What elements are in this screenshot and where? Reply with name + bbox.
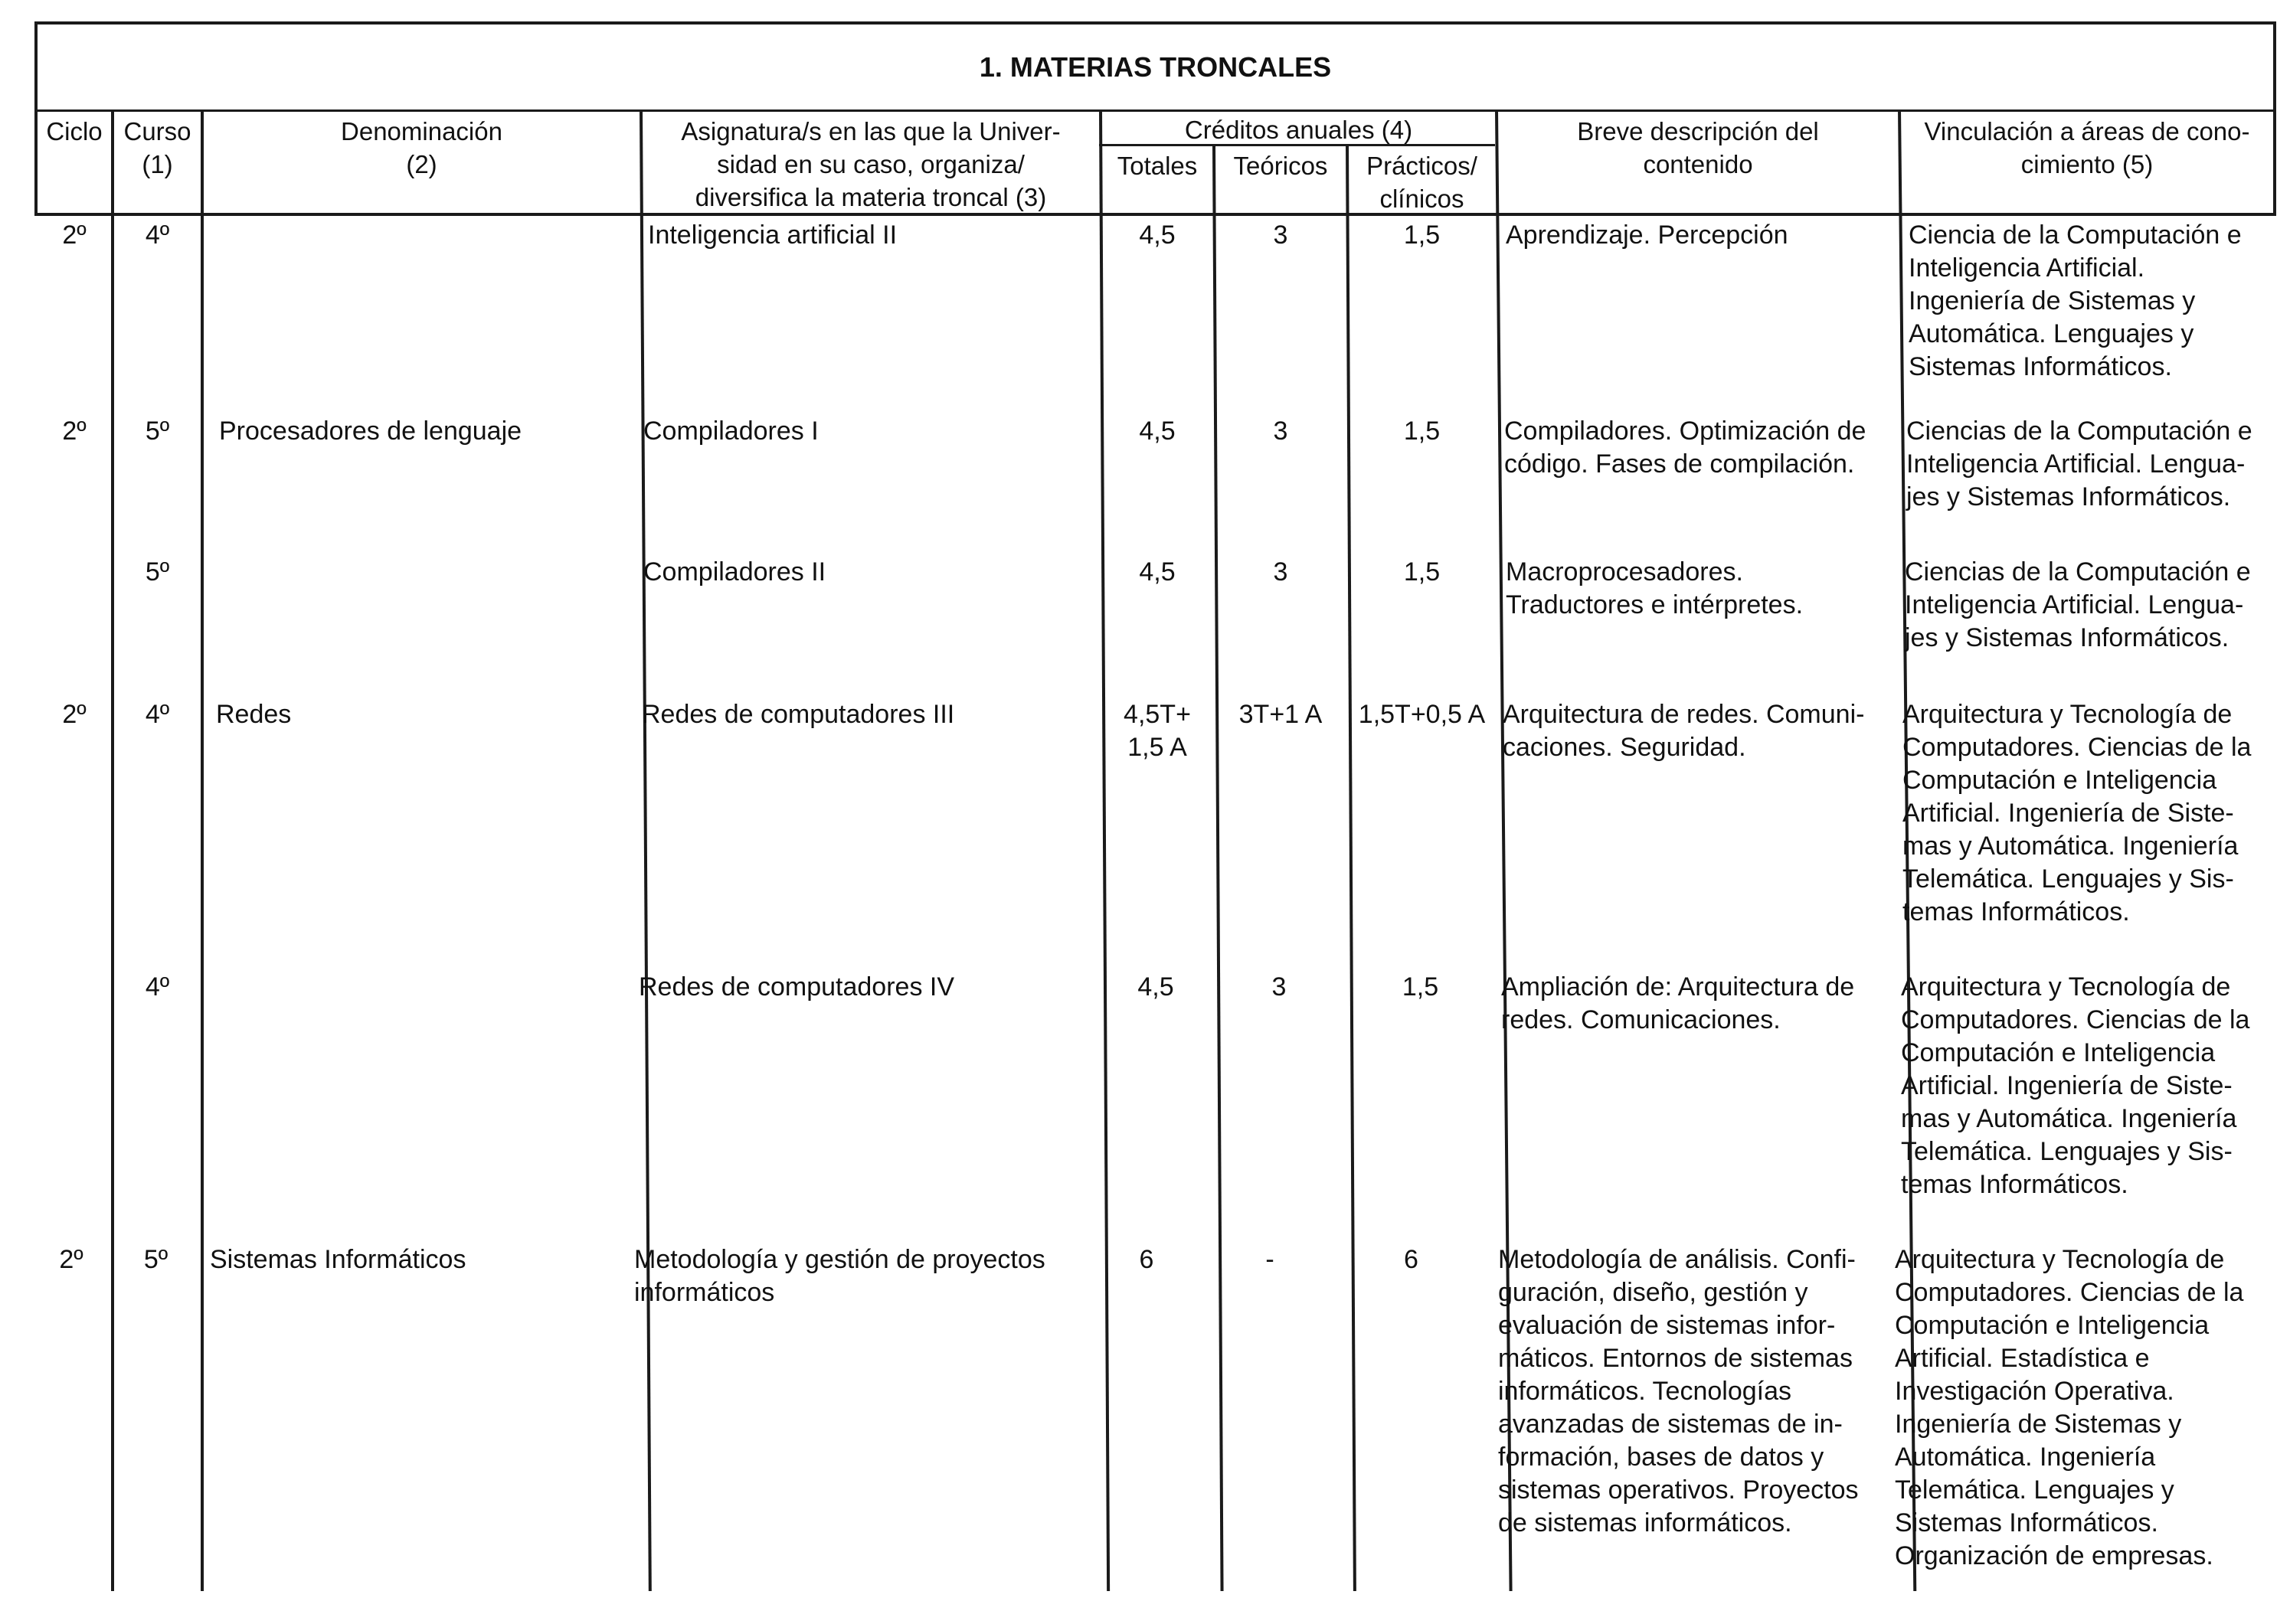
- cell-ciclo: 2º: [62, 700, 87, 729]
- table-title: 1. MATERIAS TRONCALES: [979, 51, 1332, 83]
- cell-curso: 4º: [145, 972, 170, 1002]
- title-separator: [34, 109, 2276, 112]
- header-vinculacion: Vinculación a áreas de cono- cimiento (5): [1924, 117, 2250, 178]
- cell-teoricos: -: [1265, 1245, 1274, 1274]
- cell-descripcion: Arquitectura de redes. Comuni- caciones. Seguridad.: [1503, 700, 1865, 762]
- cell-asignatura: Redes de computadores III: [642, 700, 955, 729]
- cell-denominacion: Redes: [216, 700, 292, 729]
- column-line: [1212, 144, 1224, 1591]
- cell-totales: 4,5T+ 1,5 A: [1124, 700, 1191, 762]
- column-line: [1099, 109, 1110, 1591]
- cell-descripcion: Aprendizaje. Percepción: [1506, 221, 1788, 250]
- cell-vinculacion: Ciencias de la Computación e Inteligencia Artificial. Lengua- jes y Sistemas Informáticos.: [1906, 417, 2252, 511]
- cell-totales: 4,5: [1139, 417, 1176, 446]
- cell-totales: 4,5: [1139, 221, 1176, 250]
- cell-descripcion: Ampliación de: Arquitectura de redes. Comunicaciones.: [1501, 972, 1855, 1034]
- cell-totales: 4,5: [1137, 972, 1174, 1002]
- cell-asignatura: Metodología y gestión de proyectos informáticos: [634, 1245, 1045, 1307]
- cell-vinculacion: Arquitectura y Tecnología de Computadores. Ciencias de la Computación e Inteligencia Artificial. Ingeniería de Siste- mas y Automática. Ingeniería Telemática. Lenguajes y Sis- temas Informáticos.: [1901, 972, 2250, 1199]
- header-denominacion: Denominación (2): [341, 117, 502, 178]
- cell-practicos: 1,5: [1403, 557, 1441, 587]
- cell-teoricos: 3: [1271, 972, 1287, 1002]
- cell-totales: 6: [1139, 1245, 1154, 1274]
- cell-practicos: 6: [1404, 1245, 1418, 1274]
- cell-asignatura: Compiladores I: [643, 417, 819, 446]
- header-creditos: Créditos anuales (4): [1184, 116, 1413, 144]
- cell-teoricos: 3: [1273, 557, 1288, 587]
- cell-teoricos: 3: [1273, 221, 1288, 250]
- cell-asignatura: Redes de computadores IV: [639, 972, 955, 1002]
- frame-top: [34, 21, 2276, 25]
- frame-right: [2273, 21, 2276, 214]
- cell-descripcion: Metodología de análisis. Confi- guración, diseño, gestión y evaluación de sistemas infor- máticos. Entornos de sistemas informáticos. Tecnologías avanzadas de sistemas de in- formación, bases de datos y sistemas operativos. Proyectos de sistemas informáticos.: [1498, 1245, 1859, 1537]
- cell-curso: 4º: [145, 700, 170, 729]
- cell-descripcion: Macroprocesadores. Traductores e intérpretes.: [1506, 557, 1804, 619]
- cell-asignatura: Inteligencia artificial II: [648, 221, 898, 250]
- column-line: [111, 109, 114, 1591]
- cell-curso: 5º: [145, 557, 170, 587]
- cell-practicos: 1,5: [1403, 417, 1441, 446]
- column-line: [640, 109, 652, 1591]
- column-line: [1346, 144, 1356, 1591]
- cell-vinculacion: Arquitectura y Tecnología de Computadores. Ciencias de la Computación e Inteligencia Artificial. Ingeniería de Siste- mas y Automática. Ingeniería Telemática. Lenguajes y Sis- temas Informáticos.: [1902, 700, 2252, 926]
- cell-descripcion: Compiladores. Optimización de código. Fases de compilación.: [1504, 417, 1866, 479]
- cell-curso: 5º: [143, 1245, 168, 1274]
- cell-curso: 4º: [145, 221, 170, 250]
- cell-ciclo: 2º: [59, 1245, 83, 1274]
- header-bottom: [34, 213, 2276, 216]
- cell-practicos: 1,5: [1402, 972, 1439, 1002]
- column-line: [201, 109, 204, 1591]
- header-asignatura: Asignatura/s en las que la Univer- sidad en su caso, organiza/ diversifica la materia troncal (3): [681, 117, 1061, 211]
- cell-ciclo: 2º: [62, 221, 87, 250]
- cell-denominacion: Procesadores de lenguaje: [219, 417, 522, 446]
- cell-teoricos: 3: [1273, 417, 1288, 446]
- header-curso: Curso (1): [123, 117, 191, 178]
- cell-vinculacion: Ciencia de la Computación e Inteligencia Artificial. Ingeniería de Sistemas y Automática. Lenguajes y Sistemas Informáticos.: [1909, 221, 2242, 381]
- cell-asignatura: Compiladores II: [643, 557, 826, 587]
- header-practicos: Prácticos/ clínicos: [1366, 152, 1477, 213]
- cell-denominacion: Sistemas Informáticos: [210, 1245, 466, 1274]
- header-teoricos: Teóricos: [1233, 152, 1328, 180]
- header-totales: Totales: [1117, 152, 1198, 180]
- cell-vinculacion: Arquitectura y Tecnología de Computadores. Ciencias de la Computación e Inteligencia Artificial. Estadística e Investigación Operativa. Ingeniería de Sistemas y Automática. Ingeniería Telemática. Lenguajes y Sistemas Informáticos. Organización de empresas.: [1895, 1245, 2244, 1570]
- cell-teoricos: 3T+1 A: [1238, 700, 1323, 729]
- cell-totales: 4,5: [1139, 557, 1176, 587]
- cell-vinculacion: Ciencias de la Computación e Inteligencia Artificial. Lengua- jes y Sistemas Informáticos.: [1905, 557, 2251, 652]
- header-descripcion: Breve descripción del contenido: [1577, 117, 1819, 178]
- cell-practicos: 1,5: [1403, 221, 1441, 250]
- header-ciclo: Ciclo: [46, 117, 103, 145]
- cell-curso: 5º: [145, 417, 170, 446]
- cell-practicos: 1,5T+0,5 A: [1358, 700, 1486, 729]
- cell-ciclo: 2º: [62, 417, 87, 446]
